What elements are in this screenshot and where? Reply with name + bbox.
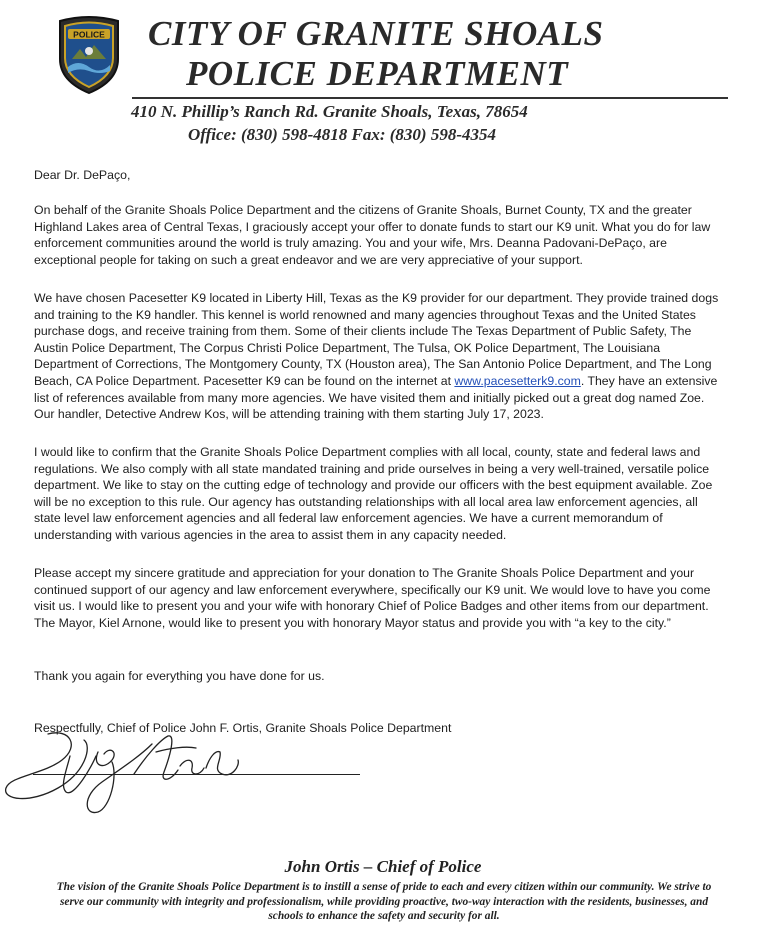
letterhead-phones: Office: (830) 598-4818 Fax: (830) 598-4354 (188, 125, 496, 144)
paragraph-4: Please accept my sincere gratitude and appreciation for your donation to The Granite Shoals Police Department and your continued support of our agency and law enforcement everywhere, specifically our K9 unit. We would love to have you come visit us. I would like to present you and your wife with honorary Chief of Police Badges and other items from our department. The Mayor, Kiel Arnone, would like to present you with honorary Mayor status and provide you with “a key to the city.” (34, 566, 711, 630)
pacesetter-website-link[interactable]: www.pacesetterk9.com (454, 373, 581, 388)
letterhead-divider (132, 97, 728, 99)
paragraph-2-text-start: We have chosen Pacesetter K9 located in Liberty Hill, Texas as the K9 provider for our department. They provide trained dogs and training to the K9 handler. This kennel is world renowned and many agencies throughout Texas and the United States purchase dogs, and receive training from them. Some of their clients include The Texas Department of Public Safety, The Austin Police Department, The Corpus Christi Police Department, The Tulsa, OK Police Department, The Louisiana Department of Corrections, The Montgomery County, TX (Houston area), The San Antonio Police Department, and The Long Beach, CA Police Department. Pacesetter K9 can be found on the internet at (34, 291, 719, 388)
closing-line: Respectfully, Chief of Police John F. Ortis, Granite Shoals Police Department (34, 721, 452, 735)
paragraph-1: On behalf of the Granite Shoals Police Department and the citizens of Granite Shoals, Burnet County, TX and the greater Highland Lakes area of Central Texas, I graciously accept your offer to donate funds to start our K9 unit. What you do for law enforcement communities around the world is truly amazing. You and your wife, Mrs. Deanna Padovani-DePaço, are exceptional people for taking on such a great endeavor and we are very appreciative of your support. (34, 203, 711, 267)
police-badge-logo (56, 15, 122, 95)
paragraph-2 (34, 290, 726, 423)
paragraph-3: I would like to confirm that the Granite Shoals Police Department complies with all local, county, state and federal laws and regulations. We also comply with all state mandated training and pride ourselves in being a very well-trained, versatile police department. We like to stay on the cutting edge of technology and provide our officers with the best equipment available. Zoe will be no exception to this rule. Our agency has outstanding relationships with all local area law enforcement agencies, all state level law enforcement agencies and all federal law enforcement agencies. We have a current memorandum of understanding with various agencies in the area to assist them in any capacity needed. (34, 445, 713, 542)
handwritten-signature (0, 726, 375, 816)
svg-text:POLICE: POLICE (73, 29, 105, 40)
paragraph-5: Thank you again for everything you have done for us. (34, 669, 325, 683)
salutation: Dear Dr. DePaço, (34, 168, 131, 182)
letterhead-title-city: CITY OF GRANITE SHOALS (148, 14, 604, 53)
footer-chief-name: John Ortis – Chief of Police (284, 857, 482, 876)
footer-vision-statement: The vision of the Granite Shoals Police Department is to instill a sense of pride to each and every citizen within our community. We strive to serve our community with integrity and professionalism, while providing proactive, two-way interaction with the residents, businesses, and schools to enhance the safety and security for all. (56, 881, 712, 922)
paragraph-2-text-end: . They have an extensive list of references available from many more agencies. We have visited them and initially picked out a great dog named Zoe. Our handler, Detective Andrew Kos, will be attending training with them starting July 17, 2023. (34, 373, 718, 422)
letterhead-title-department: POLICE DEPARTMENT (186, 54, 569, 93)
letterhead-address: 410 N. Phillip’s Ranch Rd. Granite Shoals, Texas, 78654 (131, 102, 528, 121)
